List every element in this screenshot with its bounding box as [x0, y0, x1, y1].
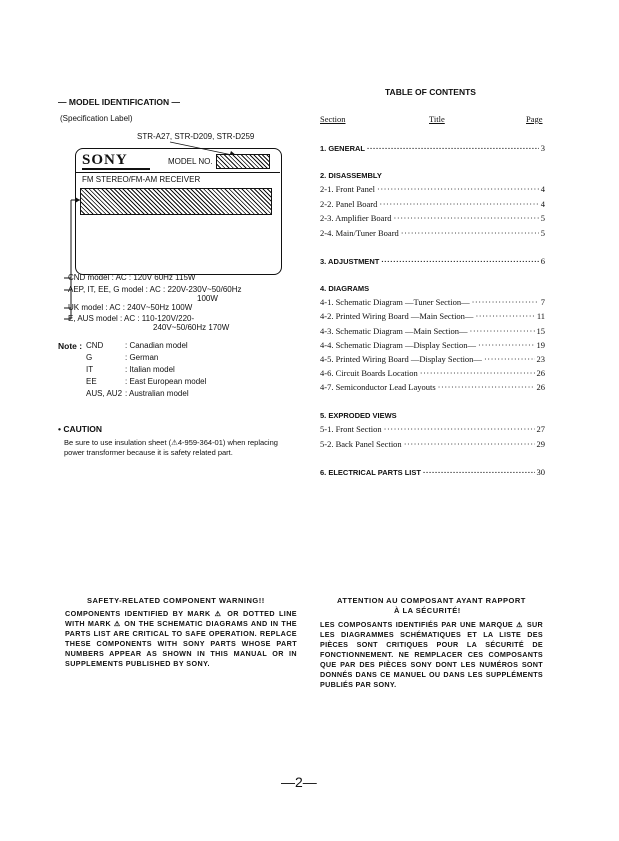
toc-entry-label: 4-3. Schematic Diagram —Main Section—: [320, 326, 468, 336]
toc-entry-page: 11: [536, 311, 545, 321]
spec-e-aus: E, AUS model : AC : 110-120V/220-: [68, 314, 195, 323]
note-code: AUS, AU2: [86, 389, 123, 398]
logo-underline: [82, 168, 150, 170]
toc-entry-label: 2-3. Amplifier Board: [320, 213, 392, 223]
toc-entry: [320, 297, 545, 309]
toc-entry: [320, 311, 545, 323]
toc-entry-label: 6. ELECTRICAL PARTS LIST: [320, 468, 421, 477]
note-label: Note :: [58, 341, 83, 351]
sony-logo: SONY: [82, 152, 128, 168]
toc-entry-page: 6: [540, 256, 545, 266]
spec-uk: UK model : AC : 240V~50Hz 100W: [68, 303, 193, 312]
model-identification-heading: — MODEL IDENTIFICATION —: [58, 97, 180, 107]
product-type: FM STEREO/FM-AM RECEIVER: [82, 175, 201, 184]
toc-entry: [320, 340, 545, 352]
toc-entry-adjustment: [320, 256, 545, 268]
spec-aep-watt: 100W: [197, 294, 218, 303]
toc-entry-parts-list: [320, 467, 545, 479]
toc-heading-disassembly: 2. DISASSEMBLY: [320, 171, 382, 180]
toc-entry-label: 4-4. Schematic Diagram —Display Section—: [320, 340, 477, 350]
toc-entry-page: 5: [540, 228, 545, 238]
toc-entry: [320, 228, 545, 240]
toc-entry: [320, 354, 545, 366]
toc-entry: [320, 184, 545, 196]
toc-entry-label: 5-2. Back Panel Section: [320, 439, 402, 449]
toc-entry-label: 4-6. Circuit Boards Location: [320, 368, 418, 378]
toc-entry: [320, 424, 545, 436]
note-desc: : Italian model: [125, 365, 175, 374]
toc-entry-label: 2-4. Main/Tuner Board: [320, 228, 399, 238]
safety-warning-text: COMPONENTS IDENTIFIED BY MARK ⚠ OR DOTTED LINE WITH MARK ⚠ ON THE SCHEMATIC DIAGRAMS AND IN THE PARTS LIST ARE CRITICAL TO SAFE OPERATION. REPLACE THESE COMPONENTS WITH SONY PARTS WHOSE PART NUMBERS APPEAR AS SHOWN IN THIS MANUAL OR IN SUPPLEMENTS PUBLISHED BY SONY.: [65, 609, 297, 668]
toc-entry-page: 27: [536, 424, 545, 434]
toc-entry-page: 15: [536, 326, 545, 336]
toc-entry-label: 4-5. Printed Wiring Board —Display Section—: [320, 354, 482, 364]
note-code: G: [86, 353, 93, 362]
toc-entry: [320, 326, 545, 338]
toc-entry-page: 29: [536, 439, 545, 449]
model-no-label: MODEL NO.: [168, 157, 213, 166]
toc-entry: [320, 368, 545, 380]
note-desc: : East European model: [125, 377, 207, 386]
note-code: IT: [86, 365, 94, 374]
toc-col-section: Section: [320, 114, 346, 124]
toc-entry-page: 4: [540, 184, 545, 194]
note-code: EE: [86, 377, 97, 386]
note-desc: : Canadian model: [125, 341, 188, 350]
toc-entry-label: 5-1. Front Section: [320, 424, 382, 434]
toc-entry-page: 7: [540, 297, 545, 307]
toc-entry-label: 4-7. Semiconductor Lead Layouts: [320, 382, 436, 392]
toc-entry-page: 3: [540, 143, 545, 153]
toc-entry-label: 4-1. Schematic Diagram —Tuner Section—: [320, 297, 470, 307]
toc-entry-general: [320, 143, 545, 155]
toc-heading-diagrams: 4. DIAGRAMS: [320, 284, 370, 293]
toc-entry-label: 4-2. Printed Wiring Board —Main Section—: [320, 311, 474, 321]
toc-col-page: Page: [526, 114, 543, 124]
label-divider: [76, 172, 280, 173]
toc-col-title: Title: [429, 114, 445, 124]
toc-entry: [320, 382, 545, 394]
toc-entry-page: 19: [536, 340, 545, 350]
french-warning-title-line2: À LA SÉCURITÉ!: [394, 606, 461, 615]
caution-text: Be sure to use insulation sheet (⚠4-959-364-01) when replacing power transformer because it is safety related part.: [64, 438, 278, 457]
toc-entry-page: 30: [536, 467, 545, 477]
page-number: —2—: [281, 774, 317, 790]
toc-entry-page: 4: [540, 199, 545, 209]
specification-label-caption: (Specification Label): [60, 114, 133, 123]
caution-heading: • CAUTION: [58, 424, 103, 434]
toc-entry: [320, 439, 545, 451]
toc-entry: [320, 199, 545, 211]
toc-heading-exploded-views: 5. EXPRODED VIEWS: [320, 411, 397, 420]
note-desc: : German: [125, 353, 159, 362]
toc-title: TABLE OF CONTENTS: [385, 87, 476, 97]
spec-aep: AEP, IT, EE, G model : AC : 220V-230V~50/60Hz: [68, 285, 242, 294]
toc-entry-page: 26: [536, 368, 545, 378]
toc-entry-label: 3. ADJUSTMENT: [320, 257, 380, 266]
toc-entry-label: 2-2. Panel Board: [320, 199, 378, 209]
note-desc: : Australian model: [125, 389, 189, 398]
toc-entry-page: 26: [536, 382, 545, 392]
spec-cnd: CND model : AC : 120V 60Hz 115W: [68, 273, 196, 282]
toc-entry: [320, 213, 545, 225]
rating-hatched-box: [80, 188, 272, 215]
spec-e-aus-cont: 240V~50/60Hz 170W: [153, 323, 230, 332]
toc-entry-page: 5: [540, 213, 545, 223]
toc-entry-page: 23: [536, 354, 545, 364]
model-list: STR-A27, STR-D209, STR-D259: [137, 132, 255, 141]
french-warning-text: LES COMPOSANTS IDENTIFIÉS PAR UNE MARQUE ⚠ SUR LES DIAGRAMMES SCHÉMATIQUES ET LA LISTE DES PIÈCES SONT CRITIQUES POUR LA SÉCURITÉ DE FONCTIONNEMENT. NE REMPLACER CES COMPOSANTS QUE PAR DES PIÈCES SONY DONT LES NUMÉROS SONT DONNÉS DANS CE MANUEL OU DANS LES SUPPLÉMENTS PUBLIÉS PAR SONY.: [320, 620, 543, 689]
note-code: CND: [86, 341, 104, 350]
safety-warning-title: SAFETY-RELATED COMPONENT WARNING!!: [87, 596, 265, 605]
french-warning-title: ATTENTION AU COMPOSANT AYANT RAPPORT: [337, 596, 526, 605]
toc-entry-label: 1. GENERAL: [320, 144, 366, 153]
toc-entry-label: 2-1. Front Panel: [320, 184, 376, 194]
model-no-hatched-box: [216, 154, 270, 169]
